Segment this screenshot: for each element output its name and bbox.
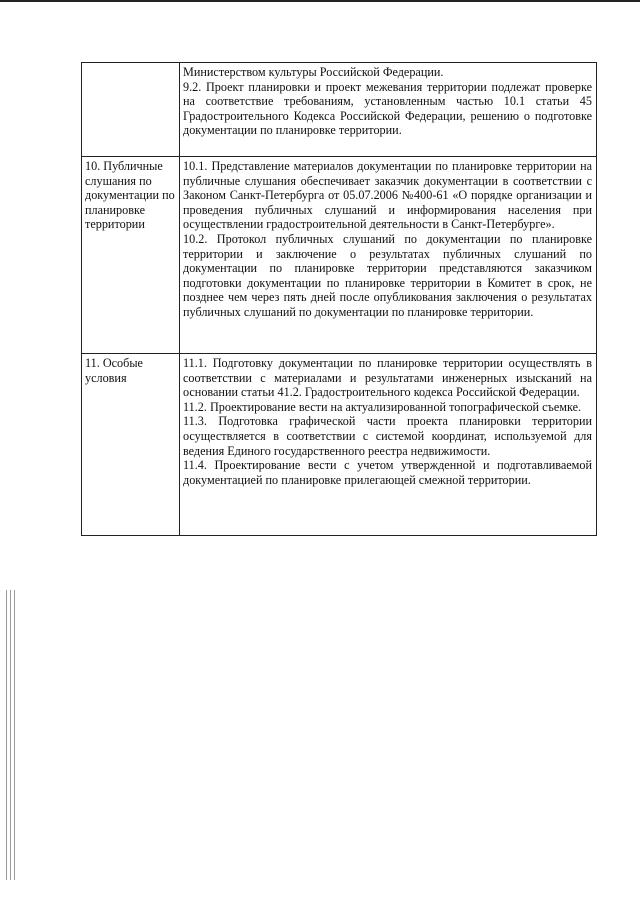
paragraph: Министерством культуры Российской Федерации. xyxy=(183,65,444,79)
row-content xyxy=(180,354,597,536)
table-row-continuation xyxy=(82,63,597,157)
top-scan-edge xyxy=(0,0,640,2)
paragraph-11-2: 11.2. Проектирование вести на актуализированной топографической съемке. xyxy=(183,399,582,414)
row-label xyxy=(82,63,180,157)
table-row-special-conditions xyxy=(82,354,597,536)
paragraph-11-4: 11.4. Проектирование вести с учетом утвержденной и подготавливаемой документацией по планировке прилегающей смежной территории. xyxy=(183,458,592,487)
paragraph-10-2: 10.2. Протокол публичных слушаний по документации по планировке территории и заключение о результатах публичных слушаний по документации по планировке территории представляются заказчиком подготовки документации по планировке территории в Комитет в срок, не позднее чем через пять дней после опубликования заключения о результатах публичных слушаний по документации по планировке территории. xyxy=(183,231,592,319)
row-label: 11. Особые условия xyxy=(82,354,180,536)
requirements-table xyxy=(81,62,597,536)
table-row-public-hearings xyxy=(82,157,597,354)
row-content xyxy=(180,157,597,354)
paragraph-11-3: 11.3. Подготовка графической части проекта планировки территории осуществляется в соответствии с системой координат, используемой для ведения Единого государственного реестра недвижимости. xyxy=(183,414,592,458)
scan-margin-marks xyxy=(6,590,16,880)
paragraph-9-2: 9.2. Проект планировки и проект межевания территории подлежат проверке на соответствие требованиям, установленным частью 10.1 статьи 45 Градостроительного Кодекса Российской Федерации, решению о подготовке документации по планировке территории. xyxy=(183,79,592,138)
row-content xyxy=(180,63,597,157)
row-label: 10. Публичные слушания по документации по планировке территории xyxy=(82,157,180,354)
paragraph-10-1: 10.1. Представление материалов документации по планировке территории на публичные слушания обеспечивает заказчик документации в соответствии с Законом Санкт-Петербурга от 05.07.2006 №400-61 «О порядке организации и проведения публичных слушаний и информирования населения при осуществлении градостроительной деятельности в Санкт-Петербурге». xyxy=(183,159,592,232)
paragraph-11-1: 11.1. Подготовку документации по планировке территории осуществлять в соответствии с материалами и результатами инженерных изысканий на основании статьи 41.2. Градостроительного кодекса Российской Федерации. xyxy=(183,356,592,400)
